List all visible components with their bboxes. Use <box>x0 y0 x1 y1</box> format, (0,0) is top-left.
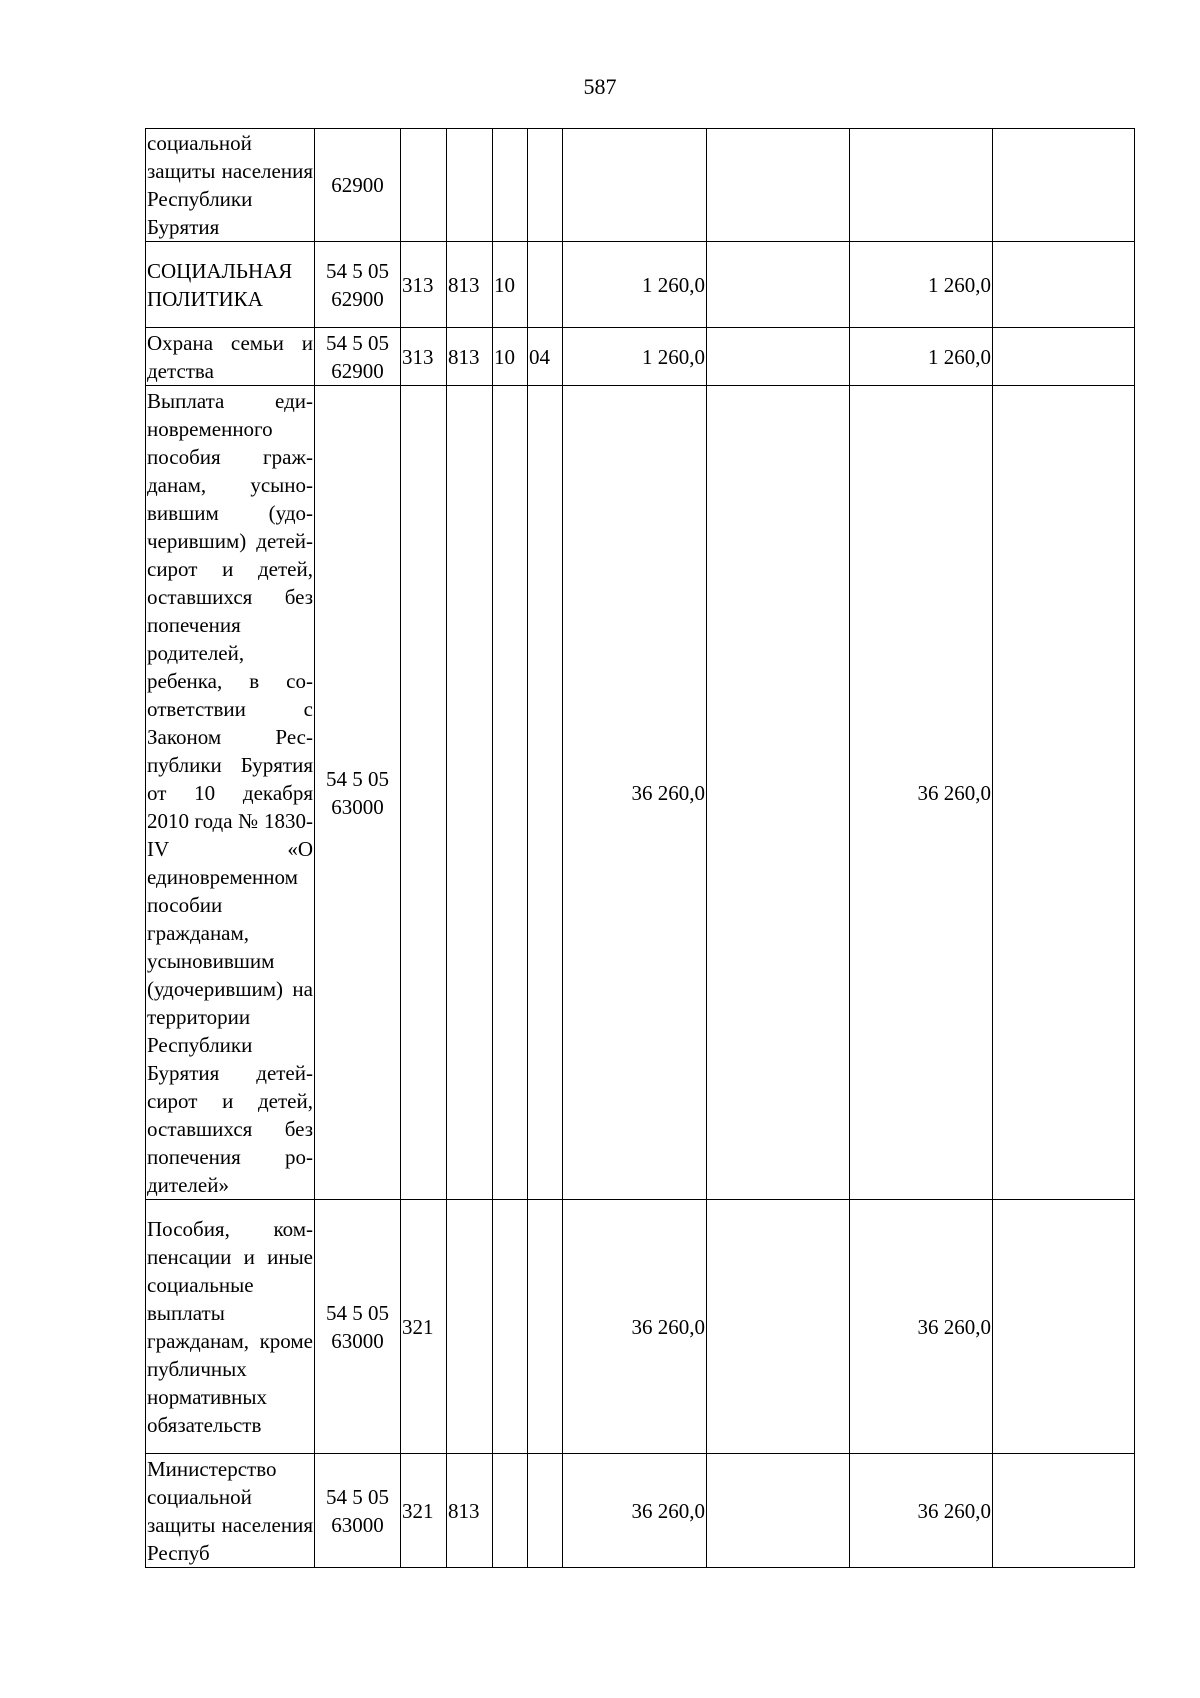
amount-cell-1: 36 260,0 <box>563 1200 707 1454</box>
grbs-cell <box>447 1200 493 1454</box>
budget-table <box>145 128 1135 1568</box>
csr-code-line1: 54 5 05 <box>326 766 389 791</box>
amount-cell-2 <box>707 242 850 328</box>
rz-cell <box>493 1454 528 1568</box>
amount-cell-2 <box>707 129 850 242</box>
csr-code-line2: 63000 <box>331 1512 384 1537</box>
table-row <box>146 328 1135 386</box>
amount-cell-2 <box>707 328 850 386</box>
amount-cell-3: 36 260,0 <box>850 1454 993 1568</box>
csr-code-cell <box>315 1200 401 1454</box>
row-name-cell: СОЦИАЛЬНАЯ ПОЛИТИКА <box>146 242 315 328</box>
pr-cell <box>528 1200 563 1454</box>
table-row <box>146 1454 1135 1568</box>
vr-cell: 321 <box>401 1454 447 1568</box>
csr-code-line1: 54 5 05 <box>326 330 389 355</box>
vr-cell <box>401 129 447 242</box>
rz-cell <box>493 1200 528 1454</box>
amount-cell-2 <box>707 1454 850 1568</box>
vr-cell <box>401 386 447 1200</box>
amount-cell-3: 36 260,0 <box>850 386 993 1200</box>
csr-code-cell <box>315 242 401 328</box>
table-row <box>146 129 1135 242</box>
amount-cell-1: 36 260,0 <box>563 1454 707 1568</box>
row-name-cell: Выплата единовременного пособия гражданам, усыновившим (удочерившим) детей-сирот и детей, оставшихся без попечения родителей, ребенка, в соответствии с Законом Республики Бурятия от 10 декабря 2010 года № 1830-IV «О единовременном пособии гражданам, усыновившим (удочерившим) на территории Республики Бурятия детей-сирот и детей, оставшихся без попечения родителей» <box>146 386 315 1200</box>
row-name-cell: Министерство социальной защиты населения Респуб <box>146 1454 315 1568</box>
amount-cell-4 <box>993 1454 1135 1568</box>
csr-code-line2: 62900 <box>331 358 384 383</box>
vr-cell: 313 <box>401 328 447 386</box>
csr-code-line1: 54 5 05 <box>326 1300 389 1325</box>
table-row <box>146 1200 1135 1454</box>
amount-cell-1: 1 260,0 <box>563 242 707 328</box>
row-name-cell: социальной защиты населения Республики Бурятия <box>146 129 315 242</box>
table-row <box>146 386 1135 1200</box>
amount-cell-4 <box>993 328 1135 386</box>
amount-cell-2 <box>707 386 850 1200</box>
amount-cell-4 <box>993 242 1135 328</box>
vr-cell: 321 <box>401 1200 447 1454</box>
rz-cell: 10 <box>493 328 528 386</box>
csr-code-cell <box>315 1454 401 1568</box>
pr-cell <box>528 129 563 242</box>
csr-code-line1: 54 5 05 <box>326 1484 389 1509</box>
amount-cell-3: 1 260,0 <box>850 242 993 328</box>
amount-cell-4 <box>993 386 1135 1200</box>
amount-cell-3: 1 260,0 <box>850 328 993 386</box>
pr-cell <box>528 386 563 1200</box>
csr-code-line2: 62900 <box>331 286 384 311</box>
page-number: 587 <box>583 74 617 99</box>
csr-code-line2: 63000 <box>331 1328 384 1353</box>
csr-code-cell <box>315 328 401 386</box>
pr-cell <box>528 1454 563 1568</box>
amount-cell-4 <box>993 1200 1135 1454</box>
csr-code-line1: 62900 <box>331 173 384 197</box>
csr-code-cell <box>315 386 401 1200</box>
amount-cell-1: 1 260,0 <box>563 328 707 386</box>
csr-code-line2: 63000 <box>331 794 384 819</box>
rz-cell: 10 <box>493 242 528 328</box>
csr-code-line1: 54 5 05 <box>326 258 389 283</box>
grbs-cell: 813 <box>447 328 493 386</box>
row-name-cell: Пособия, компенсации и иные социальные выплаты гражданам, кроме публичных нормативных обязательств <box>146 1200 315 1454</box>
amount-cell-4 <box>993 129 1135 242</box>
row-name-cell: Охрана семьи и детства <box>146 328 315 386</box>
grbs-cell <box>447 129 493 242</box>
vr-cell: 313 <box>401 242 447 328</box>
pr-cell: 04 <box>528 328 563 386</box>
amount-cell-1 <box>563 129 707 242</box>
amount-cell-3: 36 260,0 <box>850 1200 993 1454</box>
rz-cell <box>493 129 528 242</box>
amount-cell-3 <box>850 129 993 242</box>
amount-cell-1: 36 260,0 <box>563 386 707 1200</box>
csr-code-cell <box>315 129 401 242</box>
table-row <box>146 242 1135 328</box>
grbs-cell <box>447 386 493 1200</box>
pr-cell <box>528 242 563 328</box>
amount-cell-2 <box>707 1200 850 1454</box>
rz-cell <box>493 386 528 1200</box>
grbs-cell: 813 <box>447 242 493 328</box>
grbs-cell: 813 <box>447 1454 493 1568</box>
